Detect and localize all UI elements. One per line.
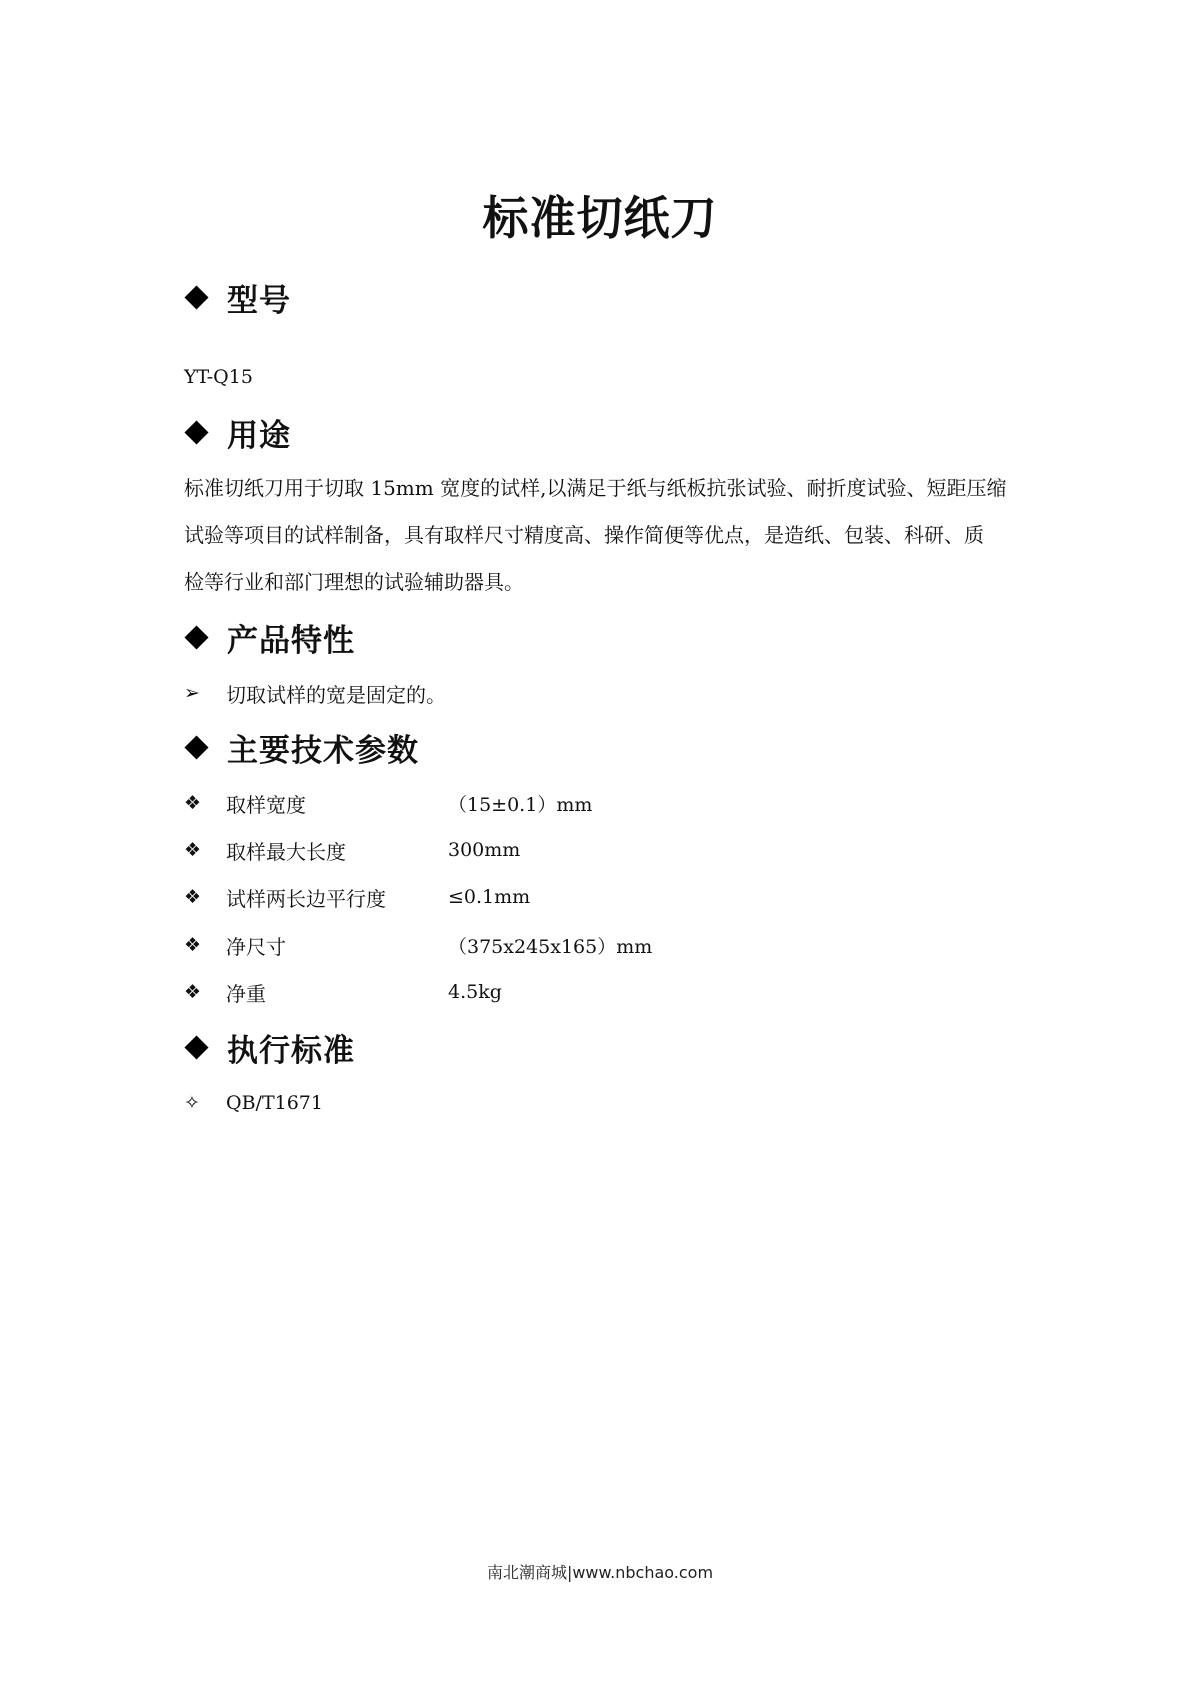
spec-label: 试样两长边平行度 xyxy=(226,886,386,911)
spec-value: （375x245x165）mm xyxy=(448,935,653,958)
section-heading-specs xyxy=(184,724,419,770)
feature-item xyxy=(184,677,446,709)
section-heading-text: 执行标准 xyxy=(227,1032,355,1069)
spec-row xyxy=(184,787,592,819)
section-heading-model xyxy=(184,274,291,320)
spec-row xyxy=(184,834,520,866)
arrow-bullet-icon: ➢ xyxy=(184,682,200,704)
section-heading-standard xyxy=(184,1024,355,1070)
four-point-star-bullet-icon: ✧ xyxy=(184,1092,200,1114)
spec-row xyxy=(184,929,652,961)
section-heading-text: 产品特性 xyxy=(227,622,355,659)
spec-value: ≤0.1mm xyxy=(448,886,531,908)
usage-line: 标准切纸刀用于切取 15mm 宽度的试样,以满足于纸与纸板抗张试验、耐折度试验、短距压缩 xyxy=(184,476,1007,500)
section-heading-features xyxy=(184,614,355,660)
diamond-bullet-icon xyxy=(184,1035,208,1059)
spec-row xyxy=(184,976,502,1008)
diamond-bullet-icon xyxy=(184,285,208,309)
spec-value: （15±0.1）mm xyxy=(448,793,593,816)
spec-label: 净重 xyxy=(226,981,266,1006)
usage-line: 试验等项目的试样制备，具有取样尺寸精度高、操作简便等优点，是造纸、包装、科研、质 xyxy=(184,523,984,547)
four-diamond-bullet-icon: ❖ xyxy=(184,792,202,814)
spec-label: 净尺寸 xyxy=(226,934,286,959)
section-heading-text: 用途 xyxy=(227,417,291,454)
section-heading-text: 主要技术参数 xyxy=(227,732,419,769)
standard-text: QB/T1671 xyxy=(226,1092,323,1114)
diamond-bullet-icon xyxy=(184,625,208,649)
spec-label: 取样最大长度 xyxy=(226,839,346,864)
model-value: YT-Q15 xyxy=(184,366,253,388)
four-diamond-bullet-icon: ❖ xyxy=(184,934,202,956)
spec-value: 300mm xyxy=(448,839,521,861)
footer-text: 南北潮商城|www.nbchao.com xyxy=(486,1563,714,1582)
usage-line: 检等行业和部门理想的试验辅助器具。 xyxy=(184,570,524,594)
spec-row xyxy=(184,881,530,913)
page-title: 标准切纸刀 xyxy=(482,191,718,245)
feature-text: 切取试样的宽是固定的。 xyxy=(226,682,446,707)
four-diamond-bullet-icon: ❖ xyxy=(184,886,202,908)
diamond-bullet-icon xyxy=(184,420,208,444)
spec-label: 取样宽度 xyxy=(226,792,306,817)
usage-paragraph xyxy=(184,465,1034,606)
spec-value: 4.5kg xyxy=(448,981,502,1003)
diamond-bullet-icon xyxy=(184,735,208,759)
standard-item xyxy=(184,1087,323,1119)
section-heading-text: 型号 xyxy=(227,282,291,319)
section-heading-usage xyxy=(184,409,291,455)
four-diamond-bullet-icon: ❖ xyxy=(184,839,202,861)
four-diamond-bullet-icon: ❖ xyxy=(184,981,202,1003)
